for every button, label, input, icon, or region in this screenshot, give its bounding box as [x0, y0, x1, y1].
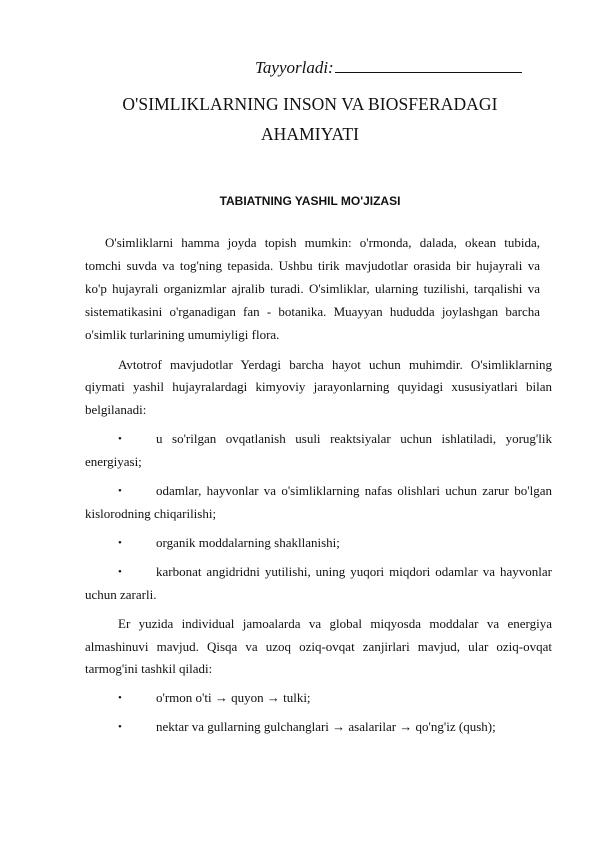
- list-item: • organik moddalarning shakllanishi;: [85, 532, 552, 555]
- bullet-icon: •: [118, 692, 122, 705]
- bullet-icon: •: [118, 721, 122, 734]
- title-line-1: O'SIMLIKLARNING INSON VA BIOSFERADAGI: [122, 94, 498, 114]
- list-item: • o'rmon o'ti → quyon → tulki;: [85, 687, 552, 710]
- bullet-icon: •: [118, 536, 122, 549]
- document-body: [85, 232, 552, 739]
- list-item: • nektar va gullarning gulchanglari → asalarilar → qo'ng'iz (qush);: [85, 716, 552, 739]
- prepared-label: Tayyorladi:: [255, 58, 334, 77]
- list-item: • odamlar, hayvonlar va o'simliklarning nafas olishlari uchun zarur bo'lgan kislorodning chiqarilishi;: [85, 480, 552, 526]
- title-line-2: AHAMIYATI: [260, 124, 360, 144]
- list-item: • karbonat angidridni yutilishi, uning yuqori miqdori odamlar va hayvonlar uchun zararli.: [85, 561, 552, 607]
- bullet-icon: •: [118, 565, 122, 578]
- paragraph-3: Er yuzida individual jamoalarda va global miqyosda moddalar va energiya almashinuvi mavjud. Qisqa va uzoq oziq-ovqat zanjirlari mavjud, ular oziq-ovqat tarmog'ini tashkil qiladi:: [85, 615, 552, 677]
- list-item: • u so'rilgan ovqatlanish usuli reaktsiyalar uchun ishlatiladi, yorug'lik energiyasi;: [85, 428, 552, 474]
- paragraph-1: O'simliklarni hamma joyda topish mumkin: o'rmonda, dalada, okean tubida, tomchi suvda va tog'ning tepasida. Ushbu tirik mavjudotlar orasida bir hujayrali va ko'p hujayrali organizmlar ajralib turadi. O'simliklar, ularning tuzilishi, tarqalishi va sistematikasini o'rganadigan fan - botanika. Muayyan hududda joylashgan barcha o'simlik turlarining umumiyligi flora.: [85, 235, 540, 342]
- bullet-icon: •: [118, 485, 122, 498]
- bullet-icon: •: [118, 433, 122, 446]
- signature-line: [335, 58, 522, 73]
- paragraph-2: Avtotrof mavjudotlar Yerdagi barcha hayot uchun muhimdir. O'simliklarning qiymati yashil hujayralardagi kimyoviy jarayonlarning quyidagi xususiyatlari bilan belgilanadi:: [85, 356, 552, 418]
- document-title: [60, 89, 560, 149]
- prepared-by: [255, 58, 522, 78]
- section-subtitle: TABIATNING YASHIL MO'JIZASI: [219, 194, 401, 208]
